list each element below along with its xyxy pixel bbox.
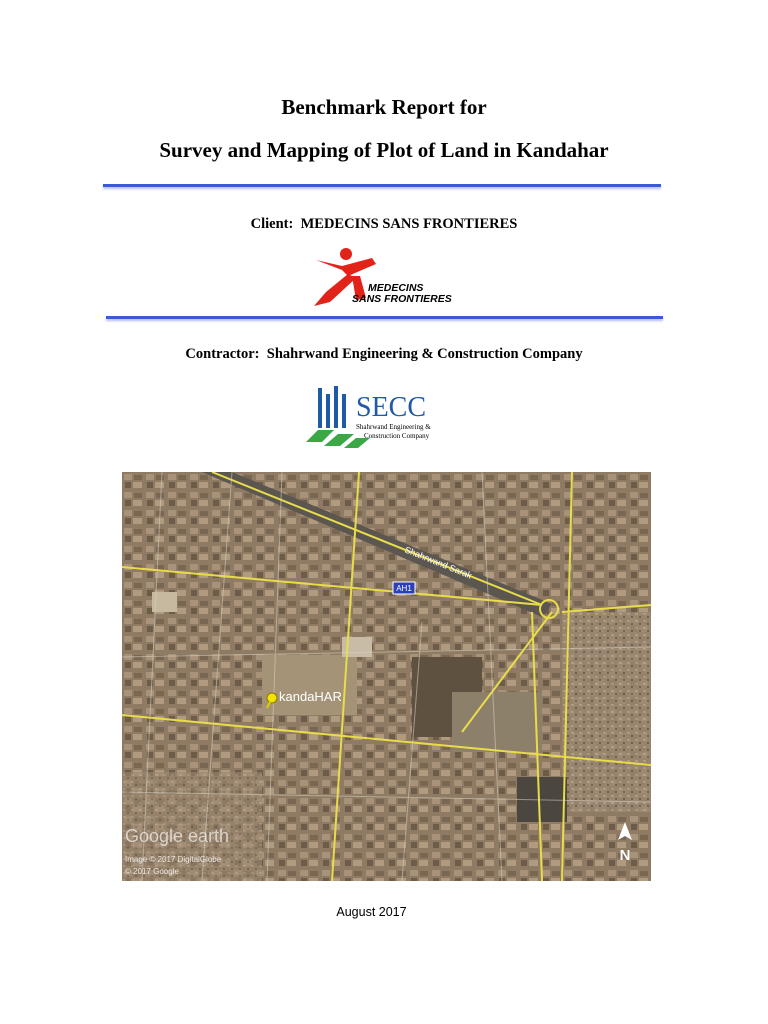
- north-label: N: [619, 847, 631, 864]
- msf-logo-line2: SANS FRONTIERES: [352, 293, 452, 305]
- client-name: MEDECINS SANS FRONTIERES: [300, 216, 518, 232]
- secc-logo-line1: Shahrwand Engineering &: [356, 423, 431, 431]
- contractor-name: Shahrwand Engineering & Construction Company: [266, 346, 583, 362]
- pin-label: kandaHAR: [279, 689, 342, 704]
- satellite-map: [122, 472, 651, 881]
- road-label: Shahrwand Sarak: [403, 544, 474, 581]
- contractor-line: [0, 346, 768, 363]
- divider-top: [103, 184, 661, 187]
- secc-logo: [304, 384, 449, 454]
- divider-middle: [106, 316, 663, 319]
- client-label: Client:: [250, 216, 294, 232]
- map-credit-2: © 2017 Google: [125, 867, 179, 876]
- msf-logo-line1: MEDECINS: [368, 282, 424, 294]
- map-credit-1: Image © 2017 DigitalGlobe: [125, 855, 222, 864]
- route-badge: AH1: [396, 584, 412, 593]
- title-line-2: Survey and Mapping of Plot of Land in Kandahar: [159, 138, 609, 162]
- msf-logo: [308, 246, 458, 308]
- client-line: [0, 216, 768, 233]
- contractor-label: Contractor:: [185, 346, 260, 362]
- google-earth-watermark: Google earth: [125, 826, 230, 846]
- report-date: August 2017: [336, 905, 407, 919]
- title-line-1: Benchmark Report for: [281, 95, 487, 119]
- secc-logo-abbr: SECC: [356, 392, 427, 423]
- secc-logo-line2: Construction Company: [364, 432, 430, 440]
